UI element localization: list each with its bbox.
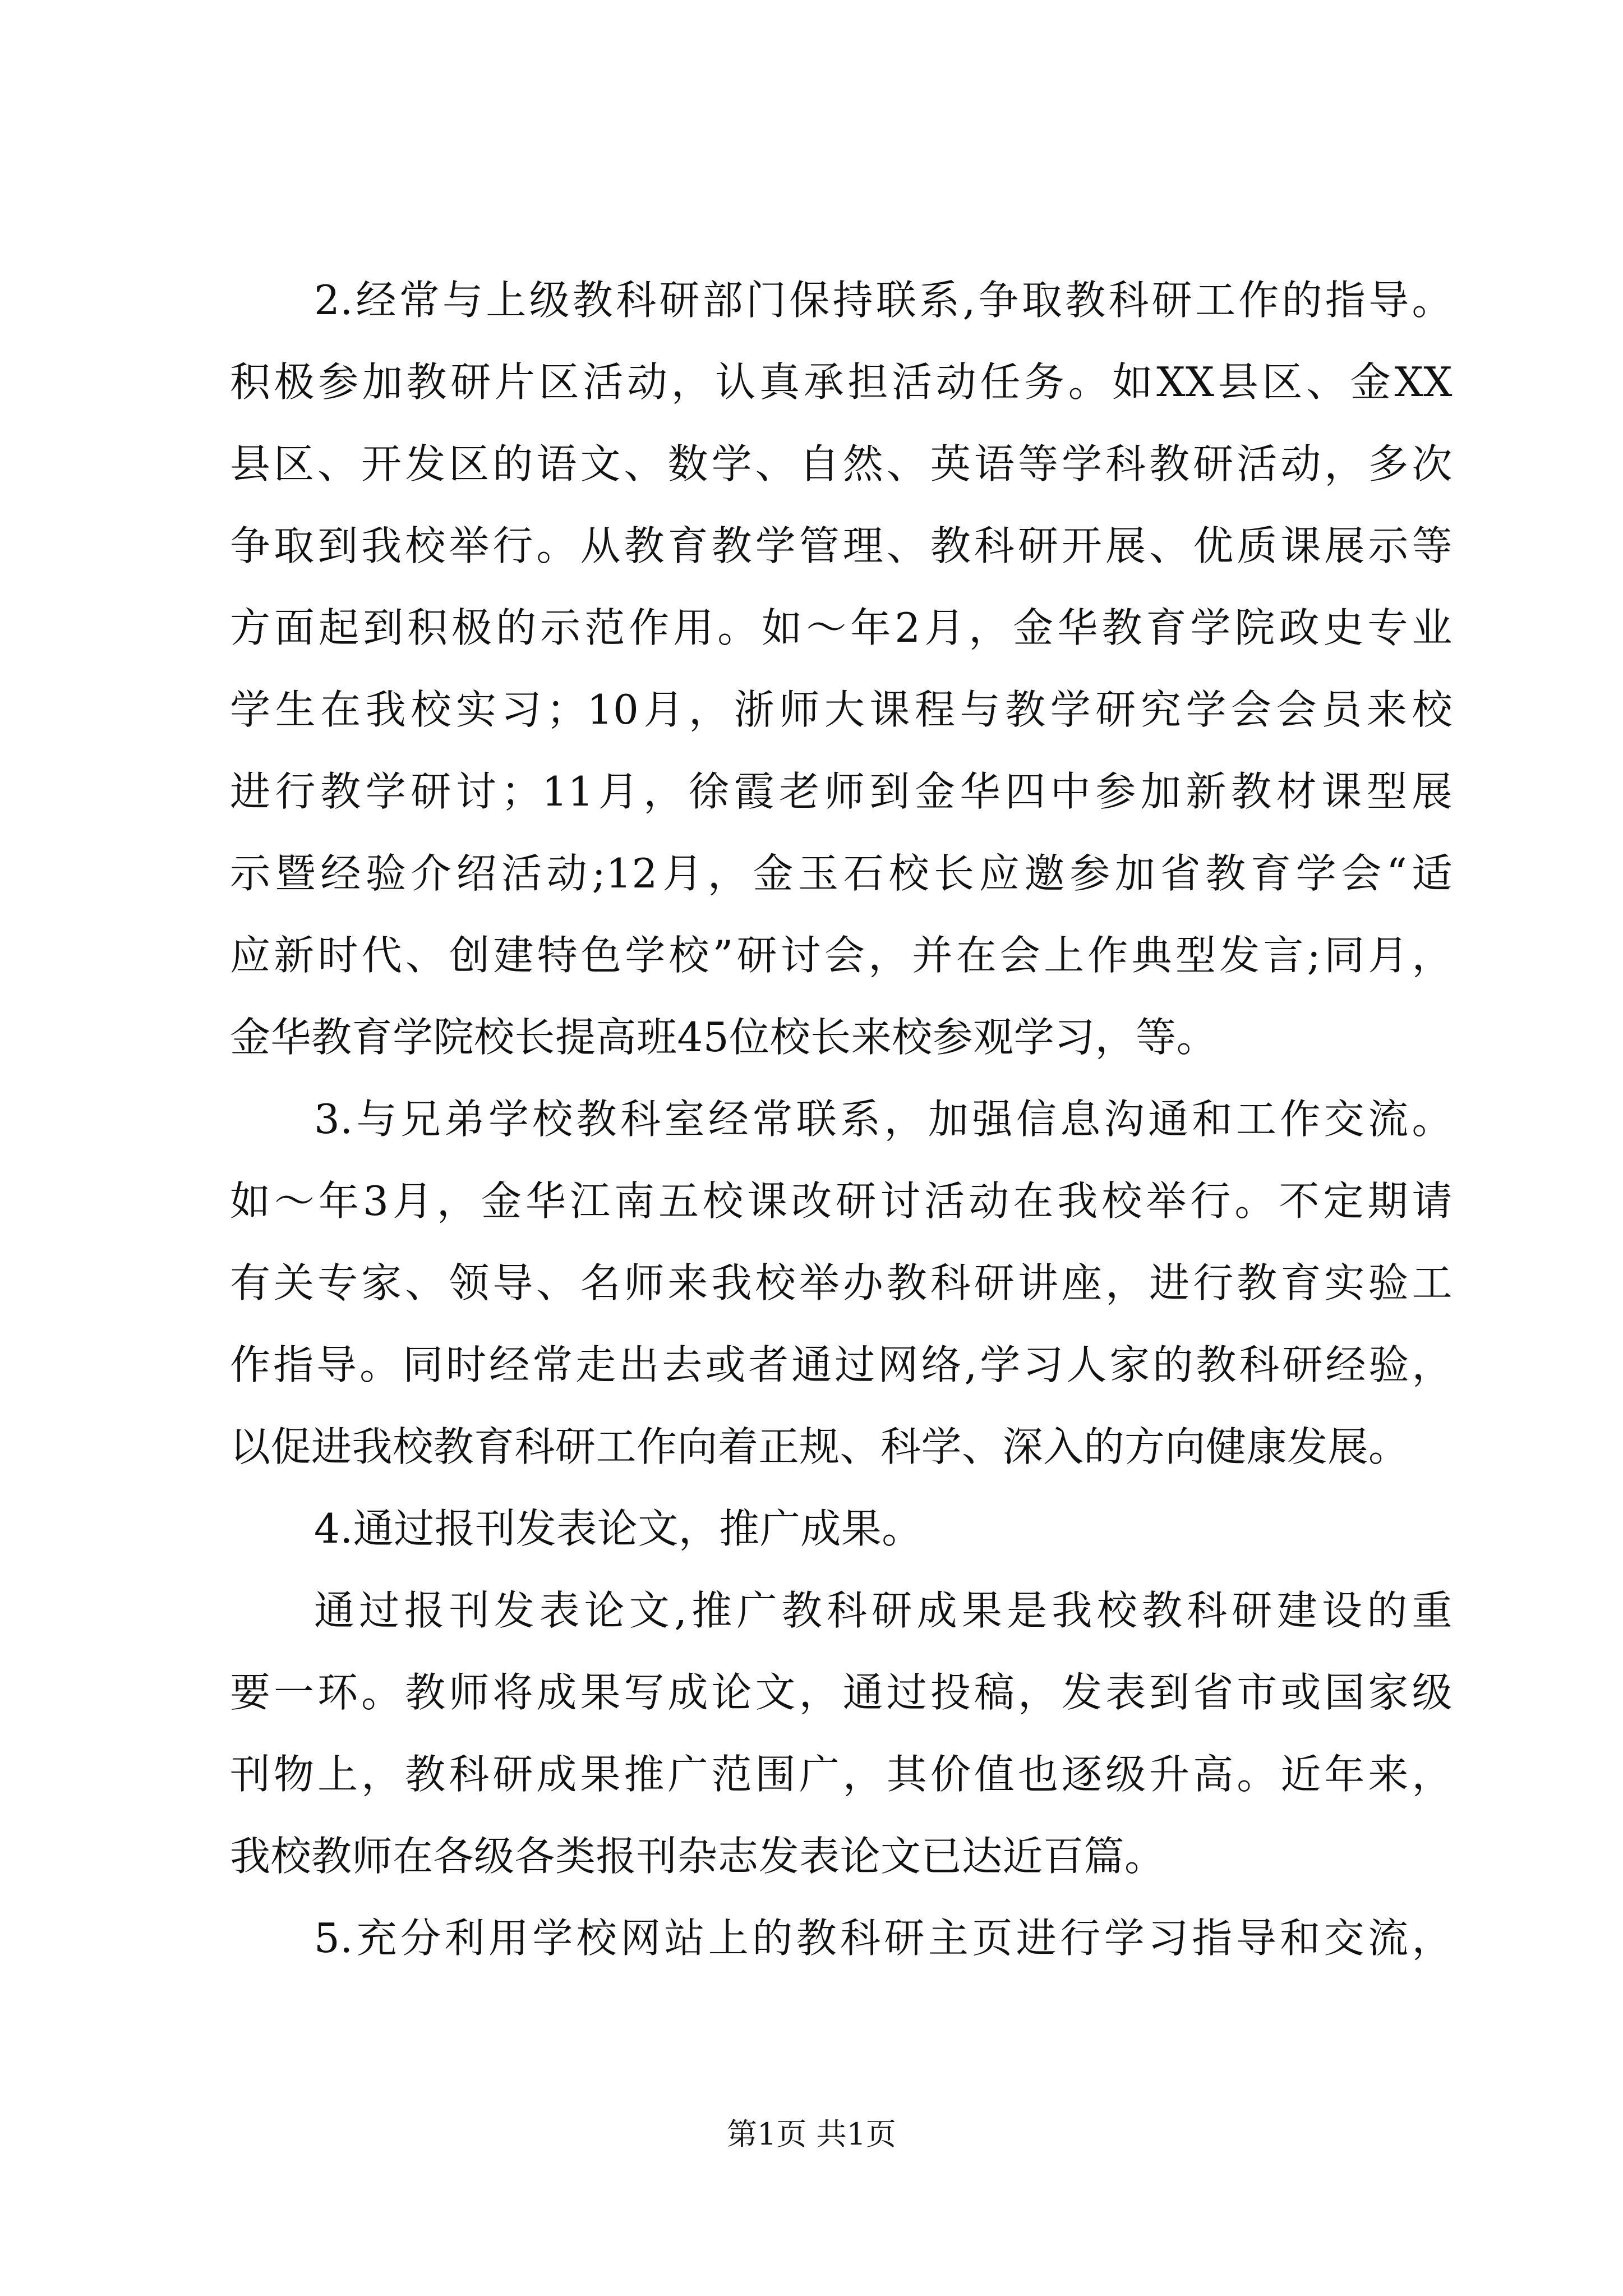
paragraph-3-line-5: 以促进我校教育科研工作向着正规、科学、深入的方向健康发展。 (230, 1423, 1409, 1470)
paragraph-2-line-8: 示暨经验介绍活动;12月，金玉石校长应邀参加省教育学会“适 (230, 850, 1453, 897)
paragraph-6-line-1: 5.充分利用学校网站上的教科研主页进行学习指导和交流， (314, 1915, 1453, 1962)
paragraph-2-line-2: 积极参加教研片区活动，认真承担活动任务。如XX县区、金XX (230, 358, 1453, 406)
paragraph-3-line-1: 3.与兄弟学校教科室经常联系，加强信息沟通和工作交流。 (314, 1096, 1453, 1143)
paragraph-2-line-4: 争取到我校举行。从教育教学管理、教科研开展、优质课展示等 (230, 522, 1453, 569)
paragraph-3-line-3: 有关专家、领导、名师来我校举办教科研讲座，进行教育实验工 (230, 1259, 1453, 1306)
paragraph-5-line-3: 刊物上，教科研成果推广范围广，其价值也逐级升高。近年来， (230, 1751, 1453, 1798)
paragraph-2-line-1: 2.经常与上级教科研部门保持联系,争取教科研工作的指导。 (314, 277, 1453, 324)
page-number-footer: 第1页 共1页 (727, 2116, 896, 2152)
paragraph-2-line-6: 学生在我校实习；10月，浙师大课程与教学研究学会会员来校 (230, 686, 1453, 733)
paragraph-2-line-9: 应新时代、创建特色学校”研讨会，并在会上作典型发言;同月， (230, 932, 1453, 979)
paragraph-5-line-4: 我校教师在各级各类报刊杂志发表论文已达近百篇。 (230, 1833, 1165, 1880)
paragraph-2-line-7: 进行教学研讨；11月，徐霞老师到金华四中参加新教材课型展 (230, 768, 1453, 815)
paragraph-2-line-10: 金华教育学院校长提高班45位校长来校参观学习，等。 (230, 1014, 1218, 1061)
paragraph-2-line-3: 县区、开发区的语文、数学、自然、英语等学科教研活动，多次 (230, 440, 1453, 487)
document-body (230, 259, 1453, 1979)
paragraph-5-line-1: 通过报刊发表论文,推广教科研成果是我校教科研建设的重 (314, 1587, 1453, 1634)
paragraph-3-line-2: 如～年3月，金华江南五校课改研讨活动在我校举行。不定期请 (230, 1177, 1453, 1225)
paragraph-3-line-4: 作指导。同时经常走出去或者通过网络,学习人家的教科研经验， (230, 1341, 1453, 1388)
paragraph-5-line-2: 要一环。教师将成果写成论文，通过投稿，发表到省市或国家级 (230, 1669, 1453, 1716)
paragraph-2-line-5: 方面起到积极的示范作用。如～年2月，金华教育学院政史专业 (230, 604, 1453, 651)
paragraph-4-heading: 4.通过报刊发表论文，推广成果。 (314, 1505, 923, 1552)
